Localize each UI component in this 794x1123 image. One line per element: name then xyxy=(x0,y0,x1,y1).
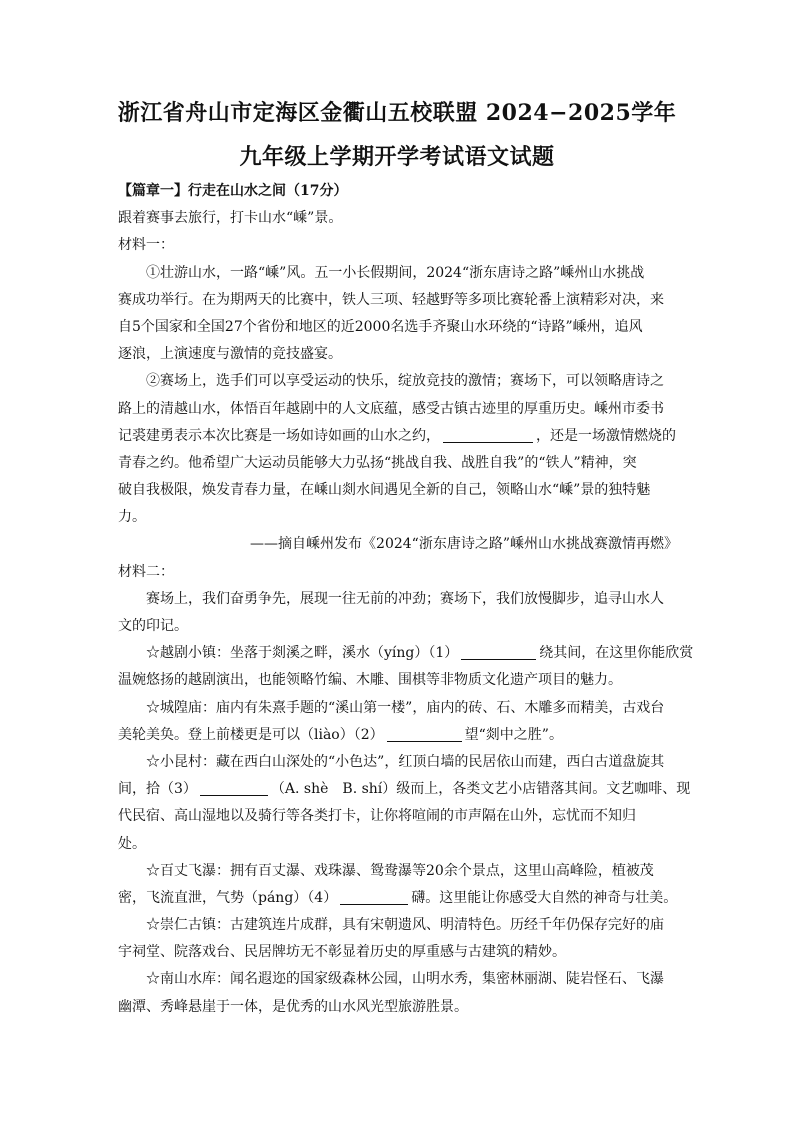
paragraph-line-with-blank xyxy=(118,776,691,803)
paragraph-line: ☆小昆村：藏在西白山深处的“小色达”，红顶白墙的民居依山而建，西白古道盘旋其 xyxy=(146,753,665,770)
paragraph-line: 温婉悠扬的越剧演出，也能领略竹编、木雕、围棋等非物质文化遗产项目的魅力。 xyxy=(118,672,622,689)
paragraph-line: ①壮游山水，一路“嵊”风。五一小长假期间，2024“浙东唐诗之路”嵊州山水挑战 xyxy=(146,264,645,281)
answer-blank-1[interactable] xyxy=(461,643,536,660)
paragraph-line: ☆崇仁古镇：古建筑连片成群，具有宋朝遗风、明清特色。历经千年仍保存完好的庙 xyxy=(146,917,664,934)
answer-blank-2[interactable] xyxy=(387,725,462,742)
paragraph-line: 文的印记。 xyxy=(118,618,188,634)
material-1-label: 材料一： xyxy=(118,237,174,254)
document-body xyxy=(118,178,694,1021)
paragraph-line: 赛成功举行。在为期两天的比赛中，铁人三项、轻越野等多项比赛轮番上演精彩对决，来 xyxy=(118,291,664,308)
answer-blank[interactable] xyxy=(443,426,533,443)
paragraph-line: ☆南山水库：闻名遐迩的国家级森林公园，山明水秀，集密林丽湖、陡岩怪石、飞瀑 xyxy=(146,971,664,988)
paragraph-line: 自5个国家和全国27个省份和地区的近2000名选手齐聚山水环绕的“诗路”嵊州，追风 xyxy=(118,318,643,335)
section-intro: 跟着赛事去旅行，打卡山水“嵊”景。 xyxy=(118,210,343,227)
text-segment: ，还是一场激情燃烧的 xyxy=(536,427,676,444)
paragraph-line: ②赛场上，选手们可以享受运动的快乐，绽放竞技的激情；赛场下，可以领略唐诗之 xyxy=(146,373,664,390)
material-2-label: 材料二： xyxy=(118,563,174,580)
answer-blank-3[interactable] xyxy=(200,779,268,796)
section-heading: 【篇章一】行走在山水之间（17分） xyxy=(118,183,348,199)
paragraph-line: 逐浪，上演速度与激情的竞技盛宴。 xyxy=(118,346,342,363)
paragraph-line: 青春之约。他希望广大运动员能够大力弘扬“挑战自我、战胜自我”的“铁人”精神，突 xyxy=(118,454,637,471)
text-segment: 记裘建勇表示本次比赛是一场如诗如画的山水之约， xyxy=(118,427,440,444)
text-segment: 绕其间，在这里你能欣赏 xyxy=(539,645,694,662)
paragraph-line: 破自我极限，焕发青春力量，在嵊山剡水间遇见全新的自己，领略山水“嵊”景的独特魅 xyxy=(118,482,651,499)
text-segment: （A. shè B. shí）级而上，各类文艺小店错落其间。文艺咖啡、现 xyxy=(270,781,691,798)
answer-blank-4[interactable] xyxy=(340,888,408,905)
paragraph-line: 路上的清越山水，体悟百年越剧中的人文底蕴，感受古镇古迹里的厚重历史。嵊州市委书 xyxy=(118,400,664,417)
paragraph-line-with-blank xyxy=(118,640,694,667)
text-segment: 礴。这里能让你感受大自然的神奇与壮美。 xyxy=(411,889,678,906)
paragraph-line: 力。 xyxy=(118,509,146,526)
text-segment: 望“剡中之胜”。 xyxy=(464,726,563,743)
paragraph-line: ☆城隍庙：庙内有朱熹手题的“溪山第一楼”，庙内的砖、石、木雕多而精美，古戏台 xyxy=(146,699,665,716)
document-title-line-2: 九年级上学期开学考试语文试题 xyxy=(239,144,555,170)
paragraph-line: 处。 xyxy=(118,835,146,852)
text-segment: 美轮美奂。登上前楼更是可以（liào）（2） xyxy=(118,726,384,743)
text-segment: ☆越剧小镇：坐落于剡溪之畔，溪水（yíng）（1） xyxy=(146,645,459,662)
text-segment: 密，飞流直泄，气势（páng）（4） xyxy=(118,889,338,906)
paragraph-line: ☆百丈飞瀑：拥有百丈瀑、戏珠瀑、鸳鸯瀑等20余个景点，这里山高峰险，植被茂 xyxy=(146,862,654,879)
paragraph-line: 赛场上，我们奋勇争先，展现一往无前的冲劲；赛场下，我们放慢脚步，追寻山水人 xyxy=(146,590,664,607)
paragraph-line-with-blank xyxy=(118,885,678,912)
paragraph-line-with-blank xyxy=(118,722,678,749)
paragraph-line: 幽潭、秀峰悬崖于一体，是优秀的山水风光型旅游胜景。 xyxy=(118,998,468,1015)
paragraph-line: 代民宿、高山湿地以及骑行等各类打卡，让你将喧闹的市声隔在山外，忘忧而不知归 xyxy=(118,808,636,825)
paragraph-line: 宇祠堂、院落戏台、民居牌坊无不彰显着历史的厚重感与古建筑的精妙。 xyxy=(118,944,566,961)
document-title-line-1: 浙江省舟山市定海区金衢山五校联盟 2024−2025学年 xyxy=(117,100,677,126)
text-segment: 间，拾（3） xyxy=(118,781,197,798)
paragraph-line-with-blank xyxy=(118,423,678,450)
source-citation: ——摘自嵊州发布《2024“浙东唐诗之路”嵊州山水挑战赛激情再燃》 xyxy=(250,536,678,553)
